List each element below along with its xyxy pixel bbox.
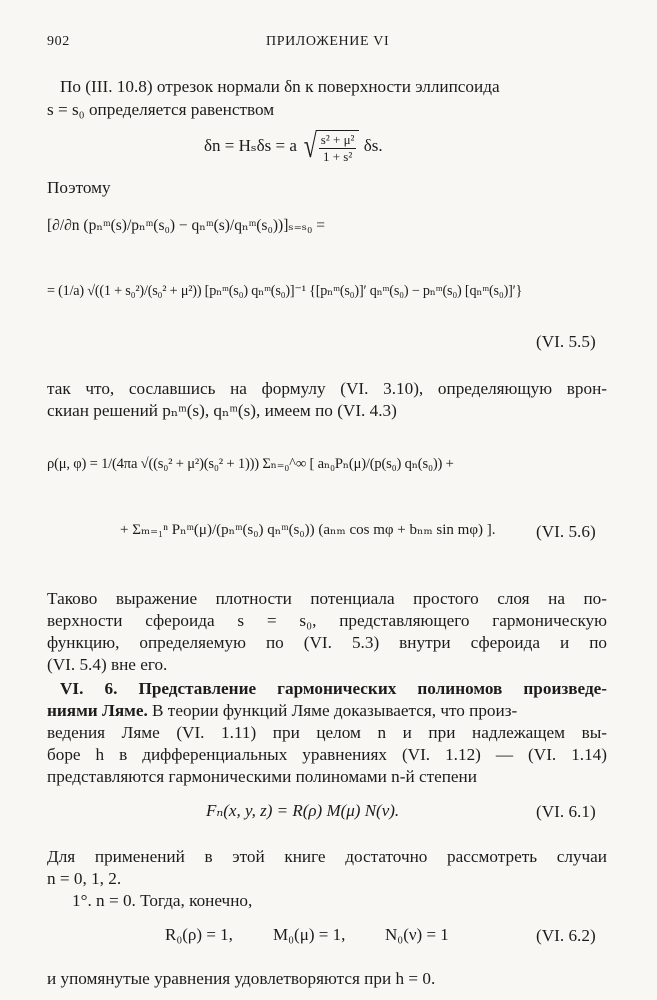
para3-line1: Таково выражение плотности потенциала простого слоя на по- [47,589,607,608]
section-line3: ведения Ляме (VI. 1.11) при целом n и при надлежащем вы- [47,723,607,742]
section-heading: VI. 6. Представление гармонических полиномов произведе- [60,679,607,698]
eq-delta-n-lhs: δn = Hₛδs = a [204,135,297,155]
word-therefore: Поэтому [47,178,111,197]
section-heading-part2: ниями Ляме. [47,701,148,720]
eq-delta-n-tail: δs. [363,135,383,155]
equation-density-line1: ρ(μ, φ) = 1/(4πa √((s₀² + μ²)(s₀² + 1))) Σₙ₌₀^∞ [ aₙ₀Pₙ(μ)/(p(s₀) qₙ(s₀)) + [47,456,454,472]
para4-line1: Для применений в этой книге достаточно рассмотреть случаи [47,847,607,866]
eq-delta-n-num: s² + μ² [320,131,355,147]
para3-line3: функцию, определяемую по (VI. 5.3) внутри сфероида и по [47,633,607,652]
para3-line4: (VI. 5.4) вне его. [47,655,168,674]
section-line4: боре h в дифференциальных уравнениях (VI. 1.12) — (VI. 1.14) [47,745,607,764]
section-line2-text: В теории функций Ляме доказывается, что произ- [152,701,518,720]
para1-line1: По (III. 10.8) отрезок нормали δn к поверхности эллипсоида [60,77,500,96]
equation-delta-n [204,128,383,166]
para1-line2: s = s₀ определяется равенством [47,100,275,119]
para2-line1: так что, сославшись на формулу (VI. 3.10), определяющую врон- [47,379,607,398]
equation-density-line2: + Σₘ₌₁ⁿ Pₙᵐ(μ)/(pₙᵐ(s₀) qₙᵐ(s₀)) (aₙₘ cos mφ + bₙₘ sin mφ) ]. [120,522,496,538]
equation-number-5-5: (VI. 5.5) [536,332,596,351]
para2-line2: скиан решений pₙᵐ(s), qₙᵐ(s), имеем по (VI. 4.3) [47,401,397,420]
equation-derivative-line1: [∂/∂n (pₙᵐ(s)/pₙᵐ(s₀) − qₙᵐ(s)/qₙᵐ(s₀))]ₛ₌ₛ₀ = [47,217,326,234]
equation-zero-m: M₀(μ) = 1, [273,925,346,944]
para4-line2: n = 0, 1, 2. [47,869,122,888]
section-line2 [47,700,607,722]
equation-number-6-1: (VI. 6.1) [536,802,596,821]
equation-zero-n: N₀(ν) = 1 [385,925,449,944]
sqrt-body [316,130,360,165]
para5-line1: и упомянутые уравнения удовлетворяются при h = 0. [47,969,436,988]
equation-lame: Fₙ(x, y, z) = R(ρ) M(μ) N(ν). [206,801,400,820]
equation-derivative-line2: = (1/a) √((1 + s₀²)/(s₀² + μ²)) [pₙᵐ(s₀) qₙᵐ(s₀)]⁻¹ {[pₙᵐ(s₀)]′ qₙᵐ(s₀) − pₙᵐ(s₀) [qₙᵐ(s₀)]′} [47,283,523,299]
equation-number-6-2: (VI. 6.2) [536,926,596,945]
running-title: ПРИЛОЖЕНИЕ VI [266,34,390,49]
section-line5: представляются гармоническими полиномами n-й степени [47,767,477,786]
page-number: 902 [47,34,70,49]
para4-line3: 1°. n = 0. Тогда, конечно, [72,891,253,910]
para3-line2: верхности сфероида s = s₀, представляющего гармоническую [47,611,607,630]
equation-zero-r: R₀(ρ) = 1, [165,925,233,944]
equation-number-5-6: (VI. 5.6) [536,522,596,541]
radical-sign: √ [303,128,317,165]
eq-delta-n-den: 1 + s² [322,148,353,164]
